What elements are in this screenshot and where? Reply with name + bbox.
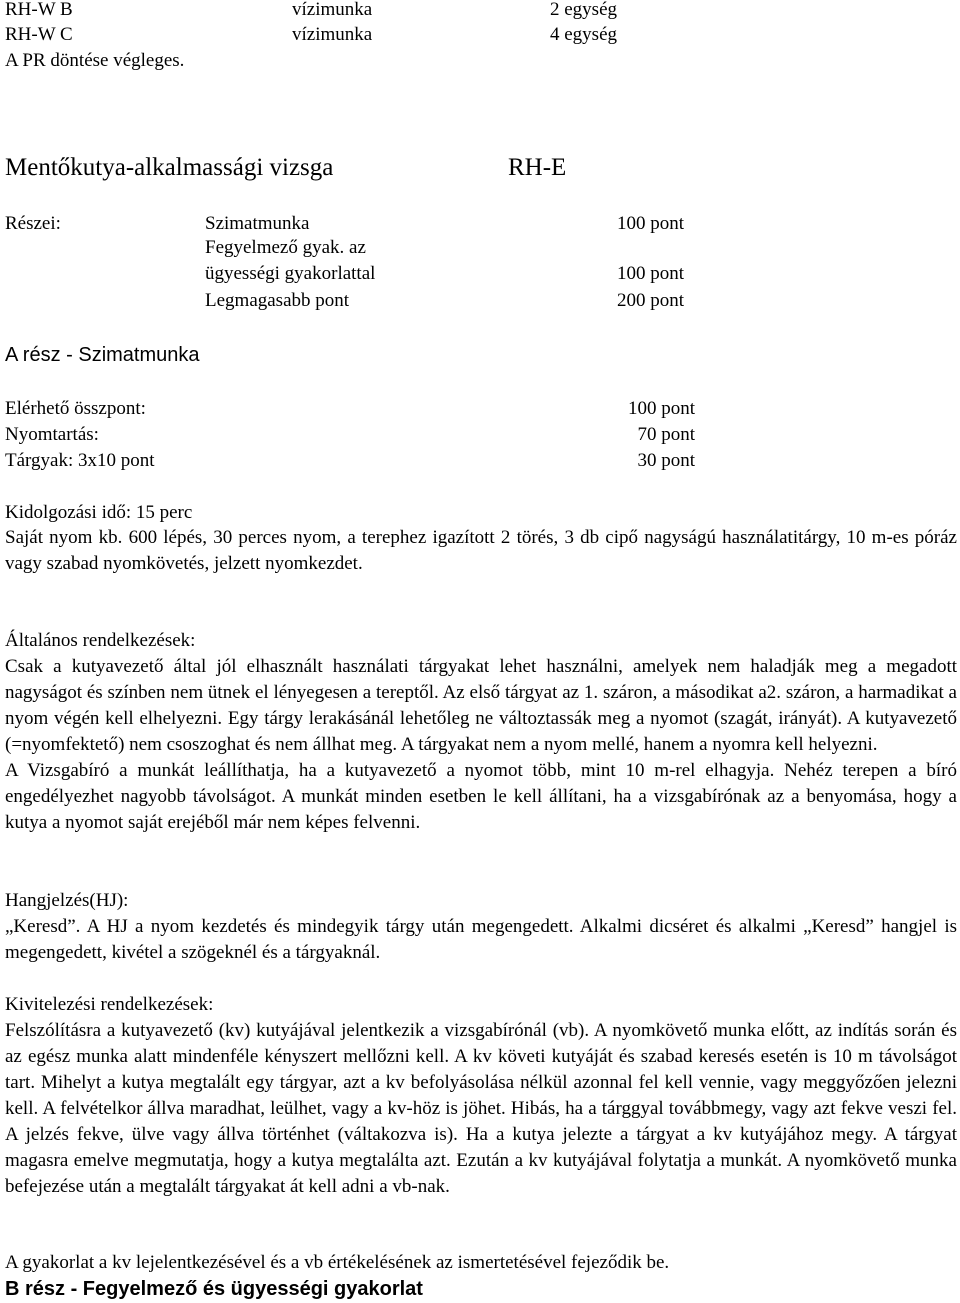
- part-label: Legmagasabb pont: [205, 290, 350, 311]
- score-points: 100 pont: [627, 398, 695, 419]
- header-row-task: vízimunka: [292, 0, 373, 20]
- header-row-units: 2 egység: [550, 0, 618, 20]
- closing-text: A gyakorlat a kv lejelentkezésével és a vb értékelésének az ismertetésével fejeződik be.: [5, 1252, 670, 1273]
- header-row-code: RH-W C: [5, 24, 73, 45]
- voice-title: Hangjelzés(HJ):: [5, 890, 129, 911]
- general-paragraph: A Vizsgabíró a munkát leállíthatja, ha a kutyavezető a nyomot több, mint 10 m-rel elhagyja. Nehéz terepen a bíró engedélyezhet nagyobb távolságot. A munkát minden esetben le kell állítani, ha a vizsgabírónak az a benyomása, hogy a kutya a nyomot saját erejéből már nem képes felvenni.: [5, 760, 957, 833]
- score-label: Tárgyak: 3x10 pont: [5, 450, 155, 471]
- part-points: 100 pont: [617, 263, 685, 284]
- voice-body: [5, 914, 957, 966]
- execution-body: [5, 1018, 957, 1200]
- general-title: Általános rendelkezések:: [5, 630, 196, 651]
- part-b-title: B rész - Fegyelmező és ügyességi gyakorlat: [5, 1278, 423, 1300]
- parts-label: Részei:: [5, 213, 61, 234]
- general-body: [5, 654, 957, 836]
- part-a-title: A rész - Szimatmunka: [5, 344, 200, 366]
- general-paragraph: Csak a kutyavezető által jól elhasznált használati tárgyakat lehet használni, amelyek nem haladják meg a megadott nagyságot és színben nem ütnek el lényegesen a tereptől. Az első tárgyat az 1. száron, a másodikat a2. száron, a harmadikat a nyom végén kell elhelyezni. Egy tárgy lerakásánál lehetőleg ne változtassák meg a nyomot (szagát, irányát). A kutyavezető (=nyomfektető) nem csoszoghat és nem állhat meg. A tárgyakat nem a nyom mellé, hanem a nyomra kell helyezni.: [5, 656, 957, 755]
- header-row-code: RH-W B: [5, 0, 73, 20]
- score-points: 30 pont: [637, 450, 695, 471]
- pr-note: A PR döntése végleges.: [5, 50, 185, 71]
- part-points: 100 pont: [617, 213, 685, 234]
- header-row-units: 4 egység: [550, 24, 618, 45]
- track-text: Saját nyom kb. 600 lépés, 30 perces nyom, a terephez igazított 2 törés, 3 db cipő nagyságú használatitárgy, 10 m-es póráz vagy szabad nyomkövetés, jelzett nyomkezdet.: [5, 527, 957, 574]
- execution-title: Kivitelezési rendelkezések:: [5, 994, 214, 1015]
- track-description: [5, 525, 957, 577]
- score-label: Nyomtartás:: [5, 424, 99, 445]
- part-points: 200 pont: [617, 290, 685, 311]
- execution-text: Felszólításra a kutyavezető (kv) kutyájával jelentkezik a vizsgabírónál (vb). A nyomkövető munka előtt, az indítás során és az egész munka alatt mindenféle kényszert mellőzni kell. A kv követi kutyáját és szabad keresés esetén is 10 m távolságot tart. Mihelyt a kutya megtalált egy tárgyar, azt a kv befolyásolása nélkül azonnal fel kell vennie, vagy meggyőzően jelezni kell. A felvételkor állva maradhat, leülhet, vagy a kv-höz is jöhet. Hibás, ha a tárggyal továbbmegy, vagy azt fekve veszi fel. A jelzés fekve, ülve vagy állva történhet (váltakozva is). Ha a kutya jelezte a tárgyat a kv kutyájához megy. A tárgyat magasra emelve megmutatja, hogy a kutya megtalálta azt. Ezután a kv kutyájával folytatja a munkát. A nyomkövető munka befejezése után a megtalált tárgyakat át kell adni a vb-nak.: [5, 1020, 957, 1197]
- part-label-line1: Fegyelmező gyak. az: [205, 237, 366, 258]
- score-points: 70 pont: [637, 424, 695, 445]
- voice-text: „Keresd”. A HJ a nyom kezdetés és mindegyik tárgy után megengedett. Alkalmi dicséret és alkalmi „Keresd” hangjel is megengedett, kivétel a szögeknél és a tárgyaknál.: [5, 916, 957, 963]
- part-label: Szimatmunka: [205, 213, 310, 234]
- work-time: Kidolgozási idő: 15 perc: [5, 502, 193, 523]
- header-row-task: vízimunka: [292, 24, 373, 45]
- exam-code: RH-E: [508, 154, 567, 181]
- score-label: Elérhető összpont:: [5, 398, 146, 419]
- exam-title: Mentőkutya-alkalmassági vizsga: [5, 154, 334, 181]
- part-label-line2: ügyességi gyakorlattal: [205, 263, 376, 284]
